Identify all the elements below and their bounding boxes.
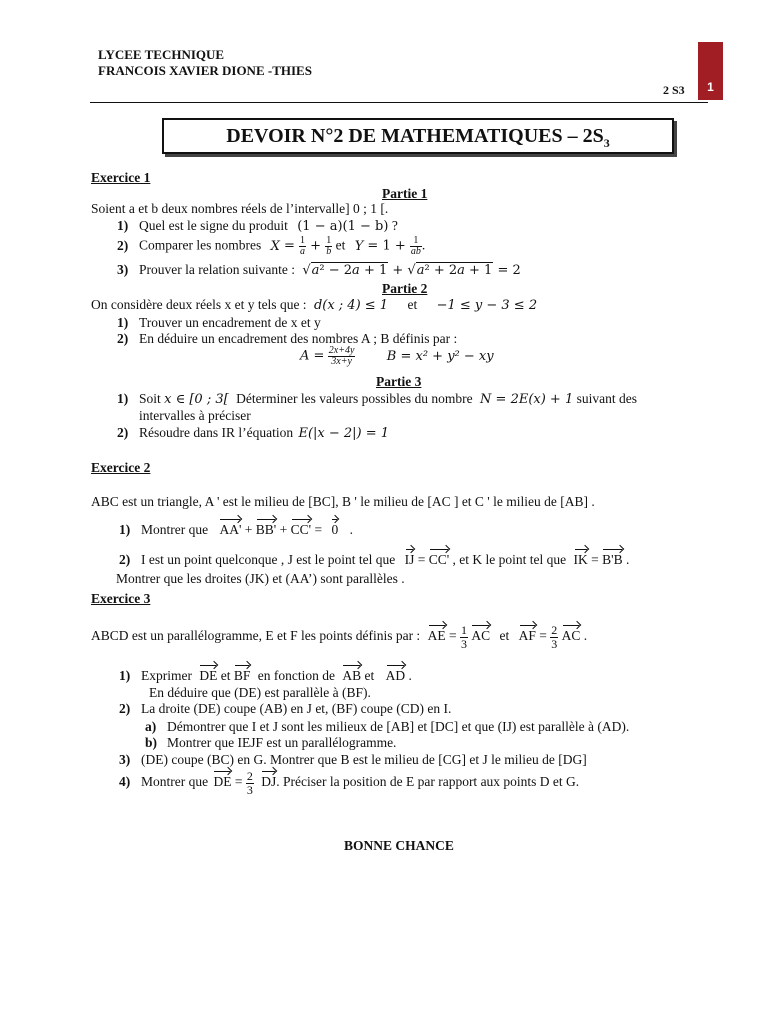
page-number: 1 [707, 80, 714, 94]
ex3-q1: 1) Exprimer DE et BF en fonction de AB et AD . [119, 668, 412, 683]
ex2-q1: 1) Montrer que AA' + BB' + CC' = 0 . [119, 522, 353, 537]
part-1-heading: Partie 1 [382, 186, 428, 201]
part-2-intro: On considère deux réels x et y tels que : d(x ; 4) ≤ 1 et −1 ≤ y − 3 ≤ 2 [91, 297, 538, 313]
ex1-p2-q1: 1) Trouver un encadrement de x et y [117, 315, 321, 330]
ex3-q2b: b) Montrer que IEJF est un parallélogramme. [145, 735, 397, 750]
exercise-3-heading: Exercice 3 [91, 591, 151, 606]
ex1-p3-q2: 2) Résoudre dans IR l’équation E(|x − 2|) = 1 [117, 425, 390, 441]
part-3-heading: Partie 3 [376, 374, 422, 389]
class-label: 2 S3 [663, 83, 685, 97]
ex1-p1-q3: 3) Prouver la relation suivante : √a² − 2a + 1 + √a² + 2a + 1 = 2 [117, 262, 521, 278]
ex1-p1-q2: 2) Comparer les nombres X = $\frac{1}{a}$ + $\frac{1}{b}$ et Y = 1 + $\frac{1}{ab}$ . [117, 235, 426, 257]
school-name-line2: FRANCOIS XAVIER DIONE -THIES [98, 63, 312, 78]
closing-message: BONNE CHANCE [344, 838, 454, 853]
ex2-q2: 2) I est un point quelconque , J est le point tel que IJ = CC' , et K le point tel que IK = B'B . [119, 552, 630, 567]
exercise-1-heading: Exercice 1 [91, 170, 151, 185]
header-rule [90, 102, 708, 103]
ex3-intro: ABCD est un parallélogramme, E et F les points définis par : AE = $\frac{1}{3}$ AC et AF = $\frac{2}{3}$ AC . [91, 623, 588, 651]
ex2-intro: ABC est un triangle, A ' est le milieu de [BC], B ' le milieu de [AC ] et C ' le milieu de [AB] . [91, 494, 595, 509]
ex1-p2-formulas: A = $\frac{2x+4y}{3x+y}$ B = x² + y² − xy [300, 345, 494, 367]
ex3-q2: 2) La droite (DE) coupe (AB) en J et, (BF) coupe (CD) en I. [119, 701, 452, 716]
ex1-p1-q1: 1) Quel est le signe du produit (1 − a)(1 − b) ? [117, 218, 398, 234]
ex3-q2a: a) Démontrer que I et J sont les milieux de [AB] et [DC] et que (IJ) est parallèle à (AD). [145, 719, 630, 734]
ex3-q4: 4) Montrer que DE = $\frac{2}{3}$ DJ. Préciser la position de E par rapport aux points D et G. [119, 769, 580, 797]
exercise-2-heading: Exercice 2 [91, 460, 151, 475]
ex1-p3-q1: 1) Soit x ∈ [0 ; 3[ Déterminer les valeurs possibles du nombre N = 2E(x) + 1 suivant des [117, 391, 637, 407]
school-name-line1: LYCEE TECHNIQUE [98, 47, 225, 62]
ex3-q3: 3) (DE) coupe (BC) en G. Montrer que B est le milieu de [CG] et J le milieu de [DG] [119, 752, 587, 767]
document-title: DEVOIR N°2 DE MATHEMATIQUES – $2S_3$ [162, 118, 674, 154]
part-2-heading: Partie 2 [382, 281, 428, 296]
ex3-q1-cont: En déduire que (DE) est parallèle à (BF). [149, 685, 371, 700]
ex2-q2-cont: Montrer que les droites (JK) et (AA’) sont parallèles . [116, 571, 405, 586]
part-1-intro: Soient a et b deux nombres réels de l’intervalle] 0 ; 1 [. [91, 201, 389, 216]
ex1-p2-q2: 2) En déduire un encadrement des nombres A ; B définis par : [117, 331, 458, 346]
ex1-p3-q1-cont: intervalles à préciser [139, 408, 251, 423]
